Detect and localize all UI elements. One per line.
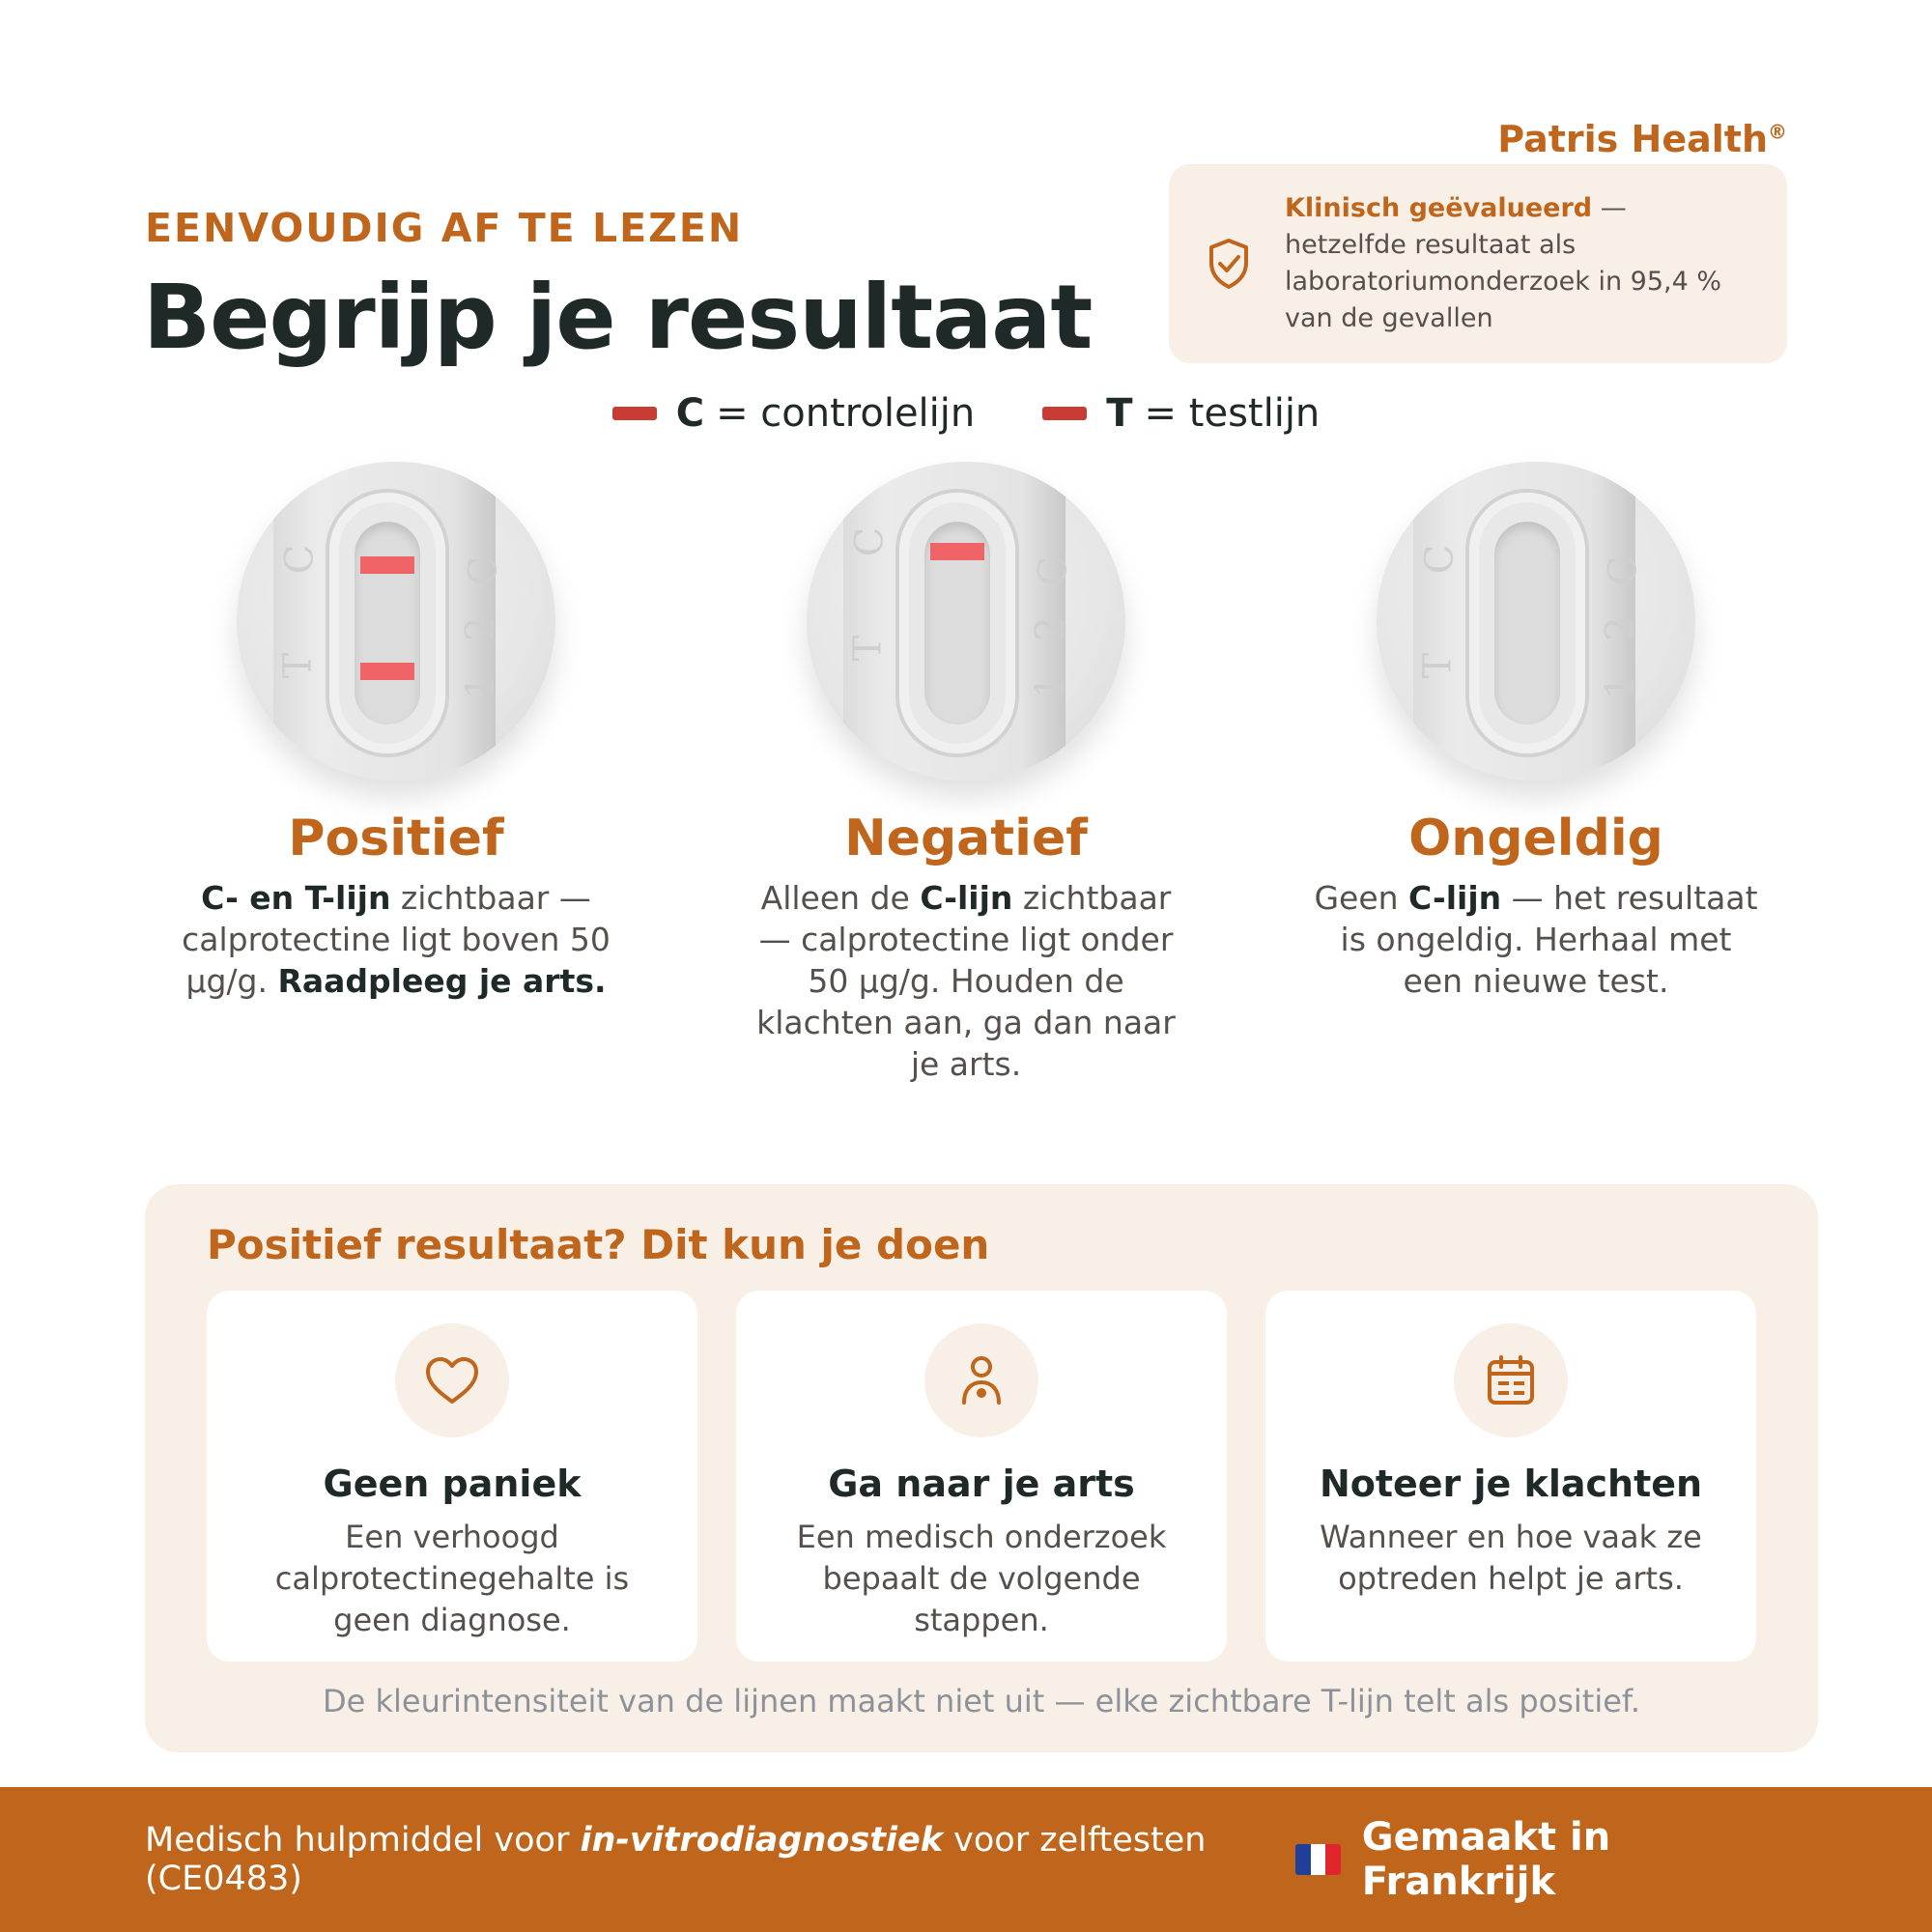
footer-regulatory-text: Medisch hulpmiddel voor in-vitrodiagnostiek voor zelftesten (CE0483) xyxy=(145,1821,1207,1898)
clinical-evaluation-text xyxy=(1285,190,1752,337)
strip-mark-2: 2 xyxy=(1028,616,1073,641)
strip-mark-c: C xyxy=(461,555,506,586)
page-title: Begrijp je resultaat xyxy=(143,266,1093,369)
clinical-evaluation-highlight: Klinisch geëvalueerd xyxy=(1285,193,1593,223)
tip-title: Noteer je klachten xyxy=(1319,1463,1703,1505)
tip-description: Wanneer en hoe vaak ze optreden helpt je arts. xyxy=(1320,1519,1702,1597)
test-strip-image xyxy=(237,462,555,781)
tip-description: Een verhoogd calprotectinegehalte is geen diagnose. xyxy=(274,1519,630,1638)
result-title: Ongeldig xyxy=(1408,810,1663,867)
legend-item-t xyxy=(1042,391,1320,436)
legend-label: = controlelijn xyxy=(716,391,976,436)
heart-icon xyxy=(395,1323,509,1437)
strip-mark-1: 1 xyxy=(458,674,503,699)
strip-mark-c: C xyxy=(847,526,893,557)
brand-name: Patris Health xyxy=(1497,118,1768,160)
result-title: Negatief xyxy=(844,810,1088,867)
strip-mark-c: C xyxy=(1417,544,1463,575)
clinical-evaluation-box xyxy=(1169,164,1787,363)
calendar-icon xyxy=(1454,1323,1568,1437)
legend-label: = testlijn xyxy=(1144,391,1321,436)
control-line xyxy=(360,556,414,574)
eyebrow-label: EENVOUDIG AF TE LEZEN xyxy=(145,205,744,251)
tip-card-no-panic xyxy=(207,1291,697,1662)
made-in-label: Gemaakt in Frankrijk xyxy=(1361,1815,1611,1904)
tip-title: Geen paniek xyxy=(323,1463,582,1505)
footer-bar xyxy=(0,1787,1932,1932)
test-strip-image xyxy=(1377,462,1695,781)
strip-mark-2: 2 xyxy=(1598,616,1643,641)
strip-mark-1: 1 xyxy=(1028,674,1073,699)
result-invalid xyxy=(1314,462,1758,1002)
tip-title: Ga naar je arts xyxy=(828,1463,1135,1505)
made-in-france xyxy=(1295,1815,1787,1904)
doctor-icon xyxy=(924,1323,1038,1437)
shield-check-icon xyxy=(1206,237,1252,291)
strip-mark-t: T xyxy=(845,635,891,662)
test-line xyxy=(360,663,414,680)
control-line xyxy=(930,543,984,560)
positive-result-actions-panel xyxy=(145,1184,1818,1752)
result-positive xyxy=(174,462,618,1002)
registered-mark: ® xyxy=(1768,120,1787,144)
brand-logo xyxy=(1497,118,1787,160)
result-negative xyxy=(744,462,1188,1085)
clinical-evaluation-body: — hetzelfde resultaat als laboratoriumonderzoek in 95,4 % van de gevallen xyxy=(1285,193,1722,333)
tip-card-see-doctor xyxy=(736,1291,1227,1662)
strip-mark-t: T xyxy=(1415,652,1461,679)
result-title: Positief xyxy=(288,810,504,867)
panel-note: De kleurintensiteit van de lijnen maakt niet uit — elke zichtbare T-lijn telt als positief. xyxy=(322,1683,1640,1719)
tip-description: Een medisch onderzoek bepaalt de volgende stappen. xyxy=(796,1519,1167,1638)
strip-mark-t: T xyxy=(275,652,321,679)
strip-mark-c: C xyxy=(277,544,323,575)
strip-mark-2: 2 xyxy=(458,616,503,641)
result-description: Alleen de C-lijn zichtbaar — calprotectine ligt onder 50 µg/g. Houden de klachten aan, ga dan naar je arts. xyxy=(756,879,1176,1083)
tip-card-note-symptoms xyxy=(1265,1291,1756,1662)
legend-item-c xyxy=(612,391,976,436)
legend-key: T xyxy=(1106,391,1133,436)
test-strip-image xyxy=(807,462,1125,781)
panel-title: Positief resultaat? Dit kun je doen xyxy=(207,1221,990,1268)
strip-mark-c: C xyxy=(1601,555,1646,586)
strip-mark-c: C xyxy=(1031,555,1076,586)
legend-swatch xyxy=(612,407,657,420)
line-legend xyxy=(0,391,1932,436)
french-flag-icon xyxy=(1295,1844,1341,1875)
legend-key: C xyxy=(675,391,705,436)
strip-mark-1: 1 xyxy=(1598,674,1643,699)
result-description: Geen C-lijn — het resultaat is ongeldig. Herhaal met een nieuwe test. xyxy=(1314,879,1758,1000)
result-description: C- en T-lijn zichtbaar — calprotectine ligt boven 50 µg/g. Raadpleeg je arts. xyxy=(182,879,611,1000)
legend-swatch xyxy=(1042,407,1087,420)
